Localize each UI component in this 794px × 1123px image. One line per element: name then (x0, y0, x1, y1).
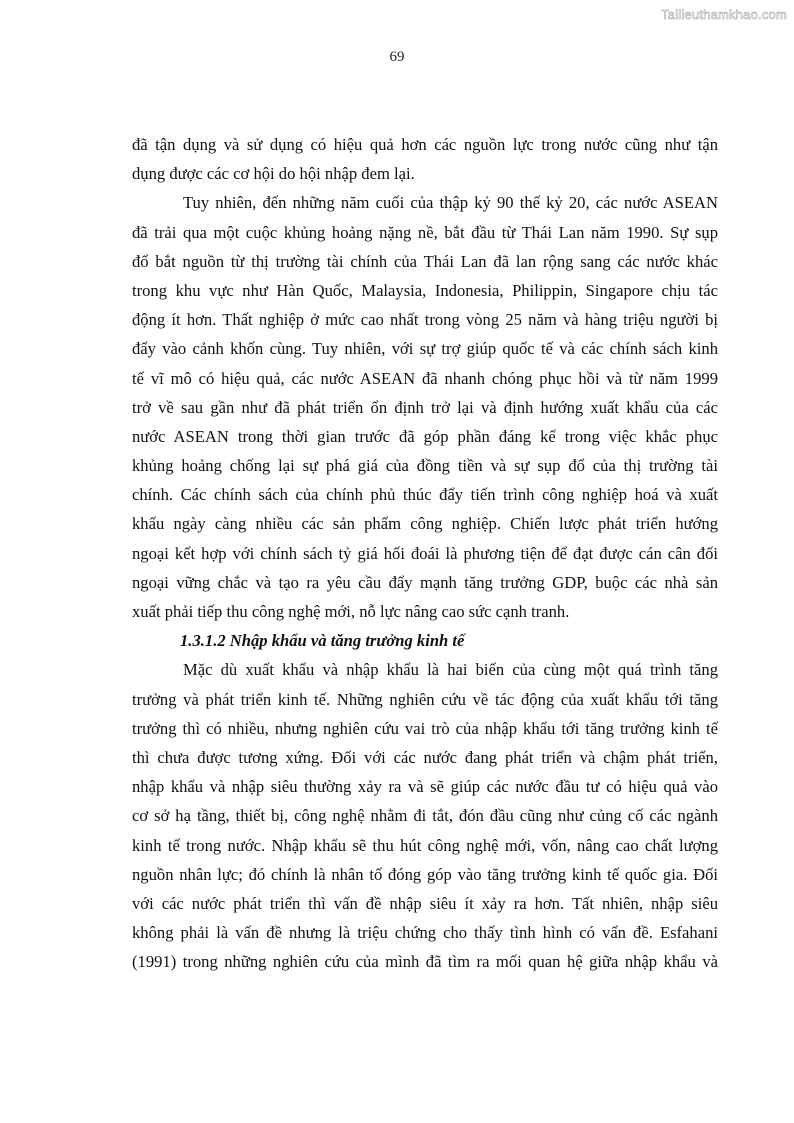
text-line: xuất phải tiếp thu công nghệ mới, nỗ lực nâng cao sức cạnh tranh. (132, 602, 570, 621)
text-line: đẩy vào cảnh khốn cùng. Tuy nhiên, với sự trợ giúp quốc tế và các chính sách kinh (132, 339, 718, 359)
text-line: (1991) trong những nghiên cứu của mình đã tìm ra mối quan hệ giữa nhập khẩu và (132, 952, 718, 972)
text-line: trưởng và phát triển kinh tế. Những nghiên cứu về tác động của xuất khẩu tới tăng (132, 689, 718, 709)
text-line: động ít hơn. Thất nghiệp ở mức cao nhất trong vòng 25 năm và hàng triệu người bị (132, 310, 718, 330)
page-number: 69 (389, 49, 405, 65)
text-line: kinh tế trong nước. Nhập khẩu sẽ thu hút công nghệ mới, vốn, nâng cao chất lượng (132, 835, 718, 855)
text-line: dụng được các cơ hội do hội nhập đem lại. (132, 164, 415, 184)
text-line: thì chưa được tương xứng. Đối với các nước đang phát triển và chậm phát triển, (132, 747, 718, 767)
watermark: Tailieuthamkhao.com (661, 7, 787, 22)
section-heading: 1.3.1.2 Nhập khẩu và tăng trưởng kinh tế (180, 631, 465, 651)
text-line: Mặc dù xuất khẩu và nhập khẩu là hai biến của cùng một quá trình tăng (183, 660, 718, 680)
text-line: đã trải qua một cuộc khủng hoảng nặng nề, bắt đầu từ Thái Lan năm 1990. Sự sụp (132, 222, 718, 242)
text-line: nguồn nhân lực; đó chính là nhân tố đóng góp vào tăng trưởng kinh tế quốc gia. Đối (132, 864, 718, 884)
text-line: ngoại vững chắc và tạo ra yêu cầu đẩy mạnh tăng trưởng GDP, buộc các nhà sản (132, 572, 718, 592)
text-line: tế vĩ mô có hiệu quả, các nước ASEAN đã nhanh chóng phục hồi và từ năm 1999 (132, 368, 718, 388)
text-line: trưởng thì có nhiều, nhưng nghiên cứu vai trò của nhập khẩu tới tăng trưởng kinh tế (132, 718, 718, 738)
text-line: đổ bắt nguồn từ thị trường tài chính của Thái Lan đã lan rộng sang các nước khác (132, 251, 718, 271)
text-line: chính. Các chính sách của chính phủ thúc đẩy tiến trình công nghiệp hoá và xuất (132, 485, 718, 505)
text-line: trong khu vực như Hàn Quốc, Malaysia, Indonesia, Philippin, Singapore chịu tác (132, 280, 718, 300)
text-line: Tuy nhiên, đến những năm cuối của thập kỷ 90 thế kỷ 20, các nước ASEAN (183, 193, 718, 213)
text-line: không phải là vấn đề nhưng là triệu chứng cho thấy tình hình có vấn đề. Esfahani (132, 923, 718, 943)
text-line: khẩu ngày càng nhiều các sản phẩm công nghiệp. Chiến lược phát triển hướng (132, 514, 718, 534)
text-line: nước ASEAN trong thời gian trước đã góp phần đáng kể trong việc khắc phục (132, 426, 718, 446)
body-text (132, 130, 718, 976)
text-line: trở về sau gần như đã phát triển ổn định trở lại và định hướng xuất khẩu của các (132, 397, 718, 417)
text-line: nhập khẩu và nhập siêu thường xảy ra và sẽ giúp các nước đầu tư có hiệu quả vào (132, 777, 718, 797)
text-line: với các nước phát triển thì vấn đề nhập siêu ít xảy ra hơn. Tất nhiên, nhập siêu (132, 893, 718, 913)
text-line: ngoại kết hợp với chính sách tỷ giá hối đoái là phương tiện để đạt được cán cân đối (132, 543, 718, 563)
text-line: đã tận dụng và sử dụng có hiệu quả hơn các nguồn lực trong nước cũng như tận (132, 135, 718, 154)
text-line: cơ sở hạ tầng, thiết bị, công nghệ nhằm đi tắt, đón đầu cũng như củng cố các ngành (132, 806, 718, 826)
text-line: khủng hoảng chống lại sự phá giá của đồng tiền và sự sụp đổ của thị trường tài (132, 456, 718, 476)
